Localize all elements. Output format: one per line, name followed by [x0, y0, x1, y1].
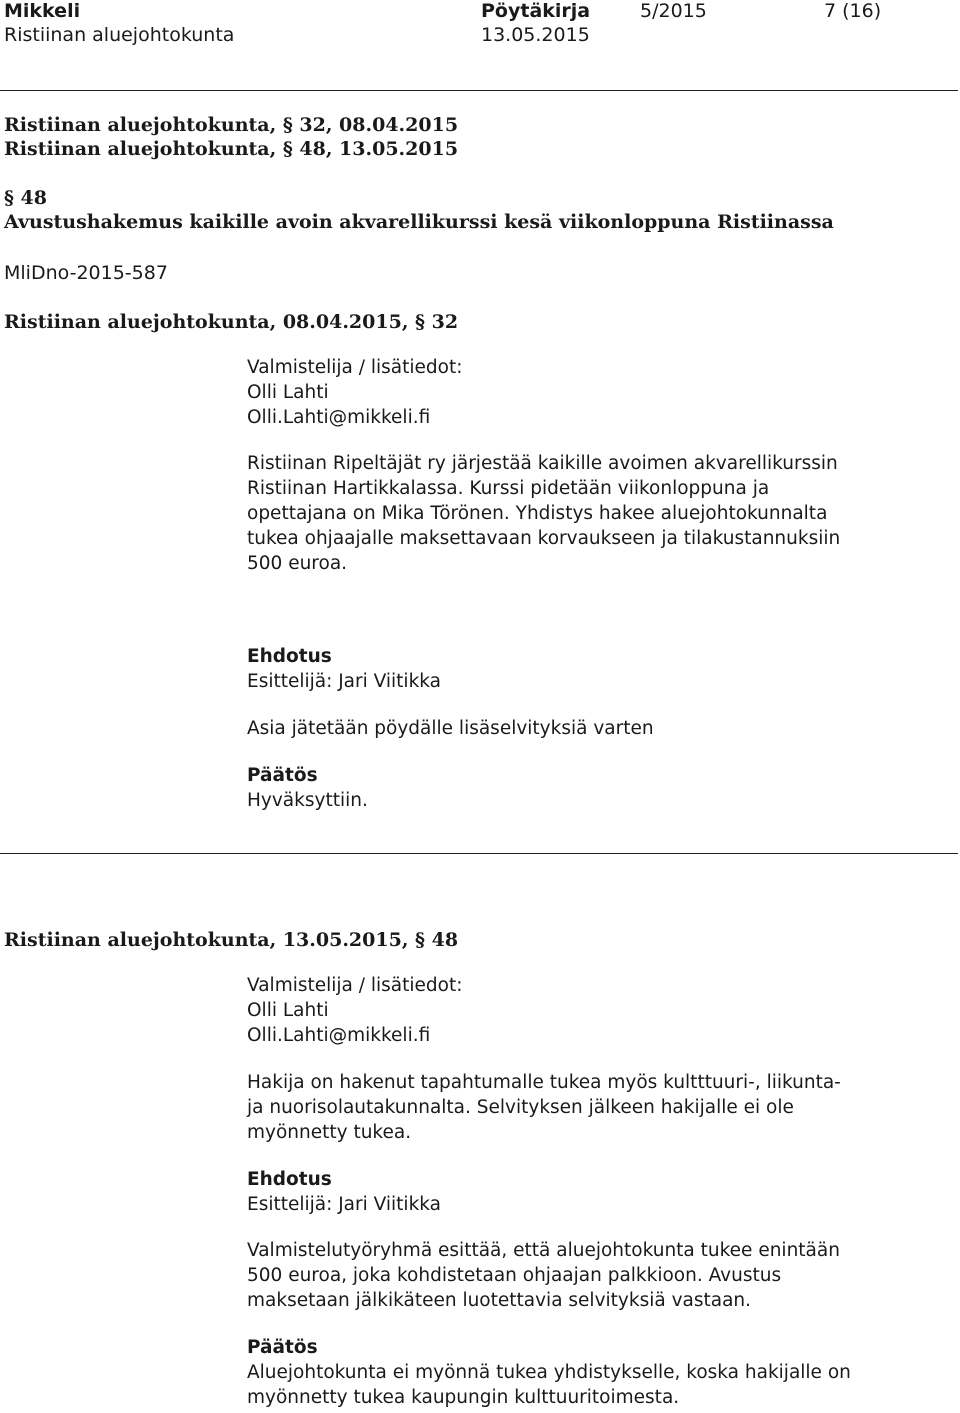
- header-divider: [0, 90, 958, 91]
- proposal-heading: Ehdotus: [247, 646, 332, 667]
- header-doc-number: 5/2015: [640, 0, 707, 22]
- item-title: Avustushakemus kaikille avoin akvarellikurssi kesä viikonloppuna Ristiinassa: [4, 211, 834, 233]
- body-line: 500 euroa.: [247, 553, 348, 574]
- proposal-heading: Ehdotus: [247, 1169, 332, 1190]
- section-heading: Ristiinan aluejohtokunta, 13.05.2015, § 48: [4, 929, 459, 951]
- header-doc-type: Pöytäkirja: [481, 0, 591, 22]
- preparer-email: Olli.Lahti@mikkeli.fi: [247, 1025, 431, 1046]
- body-line: ja nuorisolautakunnalta. Selvityksen jälkeen hakijalle ei ole: [247, 1097, 794, 1118]
- body-line: opettajana on Mika Törönen. Yhdistys hakee aluejohtokunnalta: [247, 503, 828, 524]
- presenter: Esittelijä: Jari Viitikka: [247, 1194, 442, 1215]
- decision-heading: Päätös: [247, 765, 318, 786]
- body-line: Ristiinan Ripeltäjät ry järjestää kaikille avoimen akvarellikurssin: [247, 453, 838, 474]
- proposal-line: Valmistelutyöryhmä esittää, että aluejohtokunta tukee enintään: [247, 1240, 840, 1261]
- decision-heading: Päätös: [247, 1337, 318, 1358]
- item-number: § 48: [4, 187, 47, 209]
- decision-line: myönnetty tukea kaupungin kulttuuritoimesta.: [247, 1387, 680, 1408]
- presenter: Esittelijä: Jari Viitikka: [247, 671, 442, 692]
- preparer-email: Olli.Lahti@mikkeli.fi: [247, 407, 431, 428]
- decision-line: Aluejohtokunta ei myönnä tukea yhdistykselle, koska hakijalle on: [247, 1362, 851, 1383]
- section-divider: [0, 853, 958, 854]
- preparer-label: Valmistelija / lisätiedot:: [247, 975, 463, 996]
- proposal-line: 500 euroa, joka kohdistetaan ohjaajan palkkioon. Avustus: [247, 1265, 782, 1286]
- section-heading: Ristiinan aluejohtokunta, 08.04.2015, § 32: [4, 311, 459, 333]
- header-org: Mikkeli: [4, 0, 81, 22]
- body-line: Ristiinan Hartikkalassa. Kurssi pidetään viikonloppuna ja: [247, 478, 770, 499]
- header-date: 13.05.2015: [481, 24, 590, 46]
- preparer-label: Valmistelija / lisätiedot:: [247, 357, 463, 378]
- reference-line-1: Ristiinan aluejohtokunta, § 32, 08.04.2015: [4, 114, 459, 136]
- header-page-number: 7 (16): [824, 0, 882, 22]
- body-line: tukea ohjaajalle maksettavaan korvaukseen ja tilakustannuksiin: [247, 528, 841, 549]
- item-dno: MliDno-2015-587: [4, 262, 168, 284]
- proposal-text: Asia jätetään pöydälle lisäselvityksiä varten: [247, 718, 654, 739]
- header-body-name: Ristiinan aluejohtokunta: [4, 24, 235, 46]
- preparer-name: Olli Lahti: [247, 1000, 329, 1021]
- reference-line-2: Ristiinan aluejohtokunta, § 48, 13.05.2015: [4, 138, 459, 160]
- preparer-name: Olli Lahti: [247, 382, 329, 403]
- body-line: myönnetty tukea.: [247, 1122, 412, 1143]
- proposal-line: maksetaan jälkikäteen luotettavia selvityksiä vastaan.: [247, 1290, 752, 1311]
- decision-text: Hyväksyttiin.: [247, 790, 368, 811]
- body-line: Hakija on hakenut tapahtumalle tukea myös kultttuuri-, liikunta-: [247, 1072, 841, 1093]
